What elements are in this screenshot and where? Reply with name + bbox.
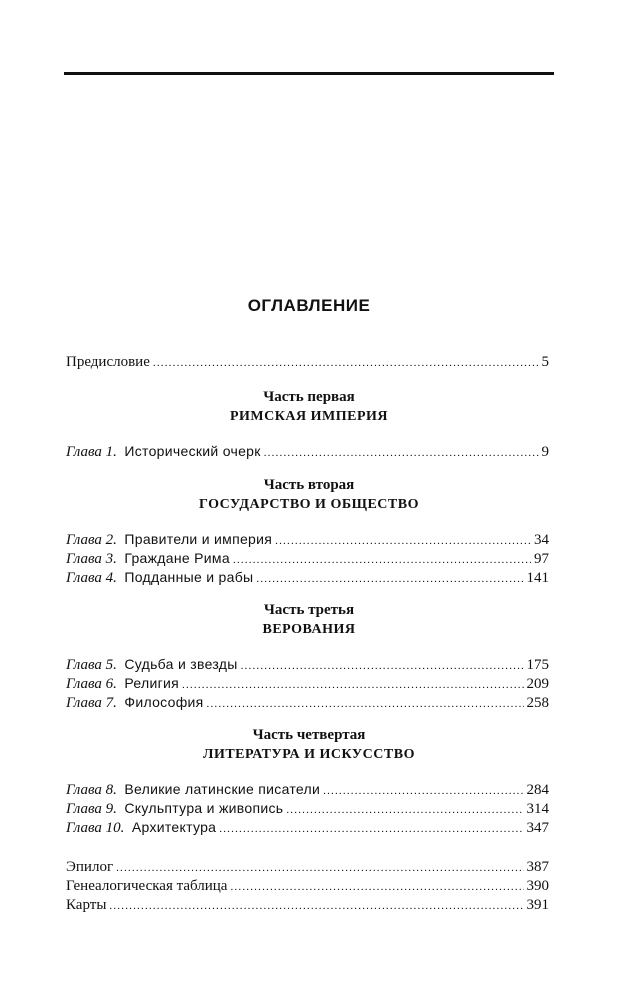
page-number: 97 <box>534 551 549 567</box>
page-title: ОГЛАВЛЕНИЕ <box>247 296 371 315</box>
chapter-number: Глава 7. <box>66 695 117 711</box>
leader-dots <box>207 694 524 714</box>
part-name: РИМСКАЯ ИМПЕРИЯ <box>229 409 389 424</box>
page-number: 314 <box>526 801 549 817</box>
chapter-title: Граждане Рима <box>124 550 230 566</box>
page-number: 34 <box>534 532 549 548</box>
page-number: 347 <box>526 820 549 836</box>
entry-label: Предисловие <box>66 354 150 370</box>
leader-dots <box>264 443 539 463</box>
leader-dots <box>219 819 523 839</box>
toc-entry-chapter-6[interactable] <box>66 673 549 693</box>
chapter-number: Глава 4. <box>66 570 117 586</box>
chapter-number: Глава 8. <box>66 782 117 798</box>
chapter-title: Философия <box>124 694 204 710</box>
leader-dots <box>153 353 539 373</box>
toc-entry-chapter-10[interactable] <box>66 817 549 837</box>
chapter-number: Глава 2. <box>66 532 117 548</box>
leader-dots <box>230 877 523 897</box>
chapter-title: Судьба и звезды <box>124 656 238 672</box>
chapter-title: Исторический очерк <box>124 443 261 459</box>
toc-entry-chapter-2[interactable] <box>66 529 549 549</box>
entry-label: Генеалогическая таблица <box>66 878 228 894</box>
chapter-number: Глава 10. <box>66 820 125 836</box>
toc-entry-epilogue[interactable] <box>66 857 549 877</box>
toc-entry-chapter-3[interactable] <box>66 548 549 568</box>
page-number: 390 <box>526 878 549 894</box>
page-number: 209 <box>526 676 549 692</box>
part-subtitle: Часть третья <box>263 602 355 618</box>
chapter-number: Глава 3. <box>66 551 117 567</box>
chapter-number: Глава 5. <box>66 657 117 673</box>
toc-entry-chapter-5[interactable] <box>66 654 549 674</box>
chapter-title: Скульптура и живопись <box>124 800 284 816</box>
top-rule <box>64 72 554 75</box>
part-subtitle: Часть первая <box>263 389 355 405</box>
toc-entry-maps[interactable] <box>66 895 549 915</box>
page-number: 5 <box>541 354 549 370</box>
toc-entry-genealogy[interactable] <box>66 876 549 896</box>
part-name: ГОСУДАРСТВО И ОБЩЕСТВО <box>199 497 419 512</box>
part-subtitle: Часть вторая <box>263 477 355 493</box>
leader-dots <box>109 896 523 916</box>
page-number: 391 <box>526 897 549 913</box>
part-name: ЛИТЕРАТУРА И ИСКУССТВО <box>203 747 415 762</box>
leader-dots <box>116 858 523 878</box>
toc-entry-chapter-7[interactable] <box>66 692 549 712</box>
chapter-title: Великие латинские писатели <box>124 781 321 797</box>
toc-entry-preface[interactable] <box>66 352 549 372</box>
chapter-title: Религия <box>124 675 180 691</box>
page-number: 141 <box>526 570 549 586</box>
part-subtitle: Часть четвертая <box>252 727 366 743</box>
toc-entry-chapter-8[interactable] <box>66 779 549 799</box>
page-number: 387 <box>526 859 549 875</box>
chapter-title: Архитектура <box>131 819 217 835</box>
entry-label: Карты <box>66 897 107 913</box>
leader-dots <box>256 569 523 589</box>
page-number: 258 <box>526 695 549 711</box>
entry-label: Эпилог <box>66 859 114 875</box>
page-number: 9 <box>541 444 549 460</box>
chapter-number: Глава 6. <box>66 676 117 692</box>
toc-entry-chapter-9[interactable] <box>66 798 549 818</box>
chapter-title: Подданные и рабы <box>124 569 254 585</box>
toc-entry-chapter-4[interactable] <box>66 567 549 587</box>
part-name: ВЕРОВАНИЯ <box>262 622 356 637</box>
chapter-title: Правители и империя <box>124 531 273 547</box>
toc-entry-chapter-1[interactable] <box>66 441 549 461</box>
page-number: 284 <box>526 782 549 798</box>
chapter-number: Глава 9. <box>66 801 117 817</box>
chapter-number: Глава 1. <box>66 444 117 460</box>
page-number: 175 <box>526 657 549 673</box>
